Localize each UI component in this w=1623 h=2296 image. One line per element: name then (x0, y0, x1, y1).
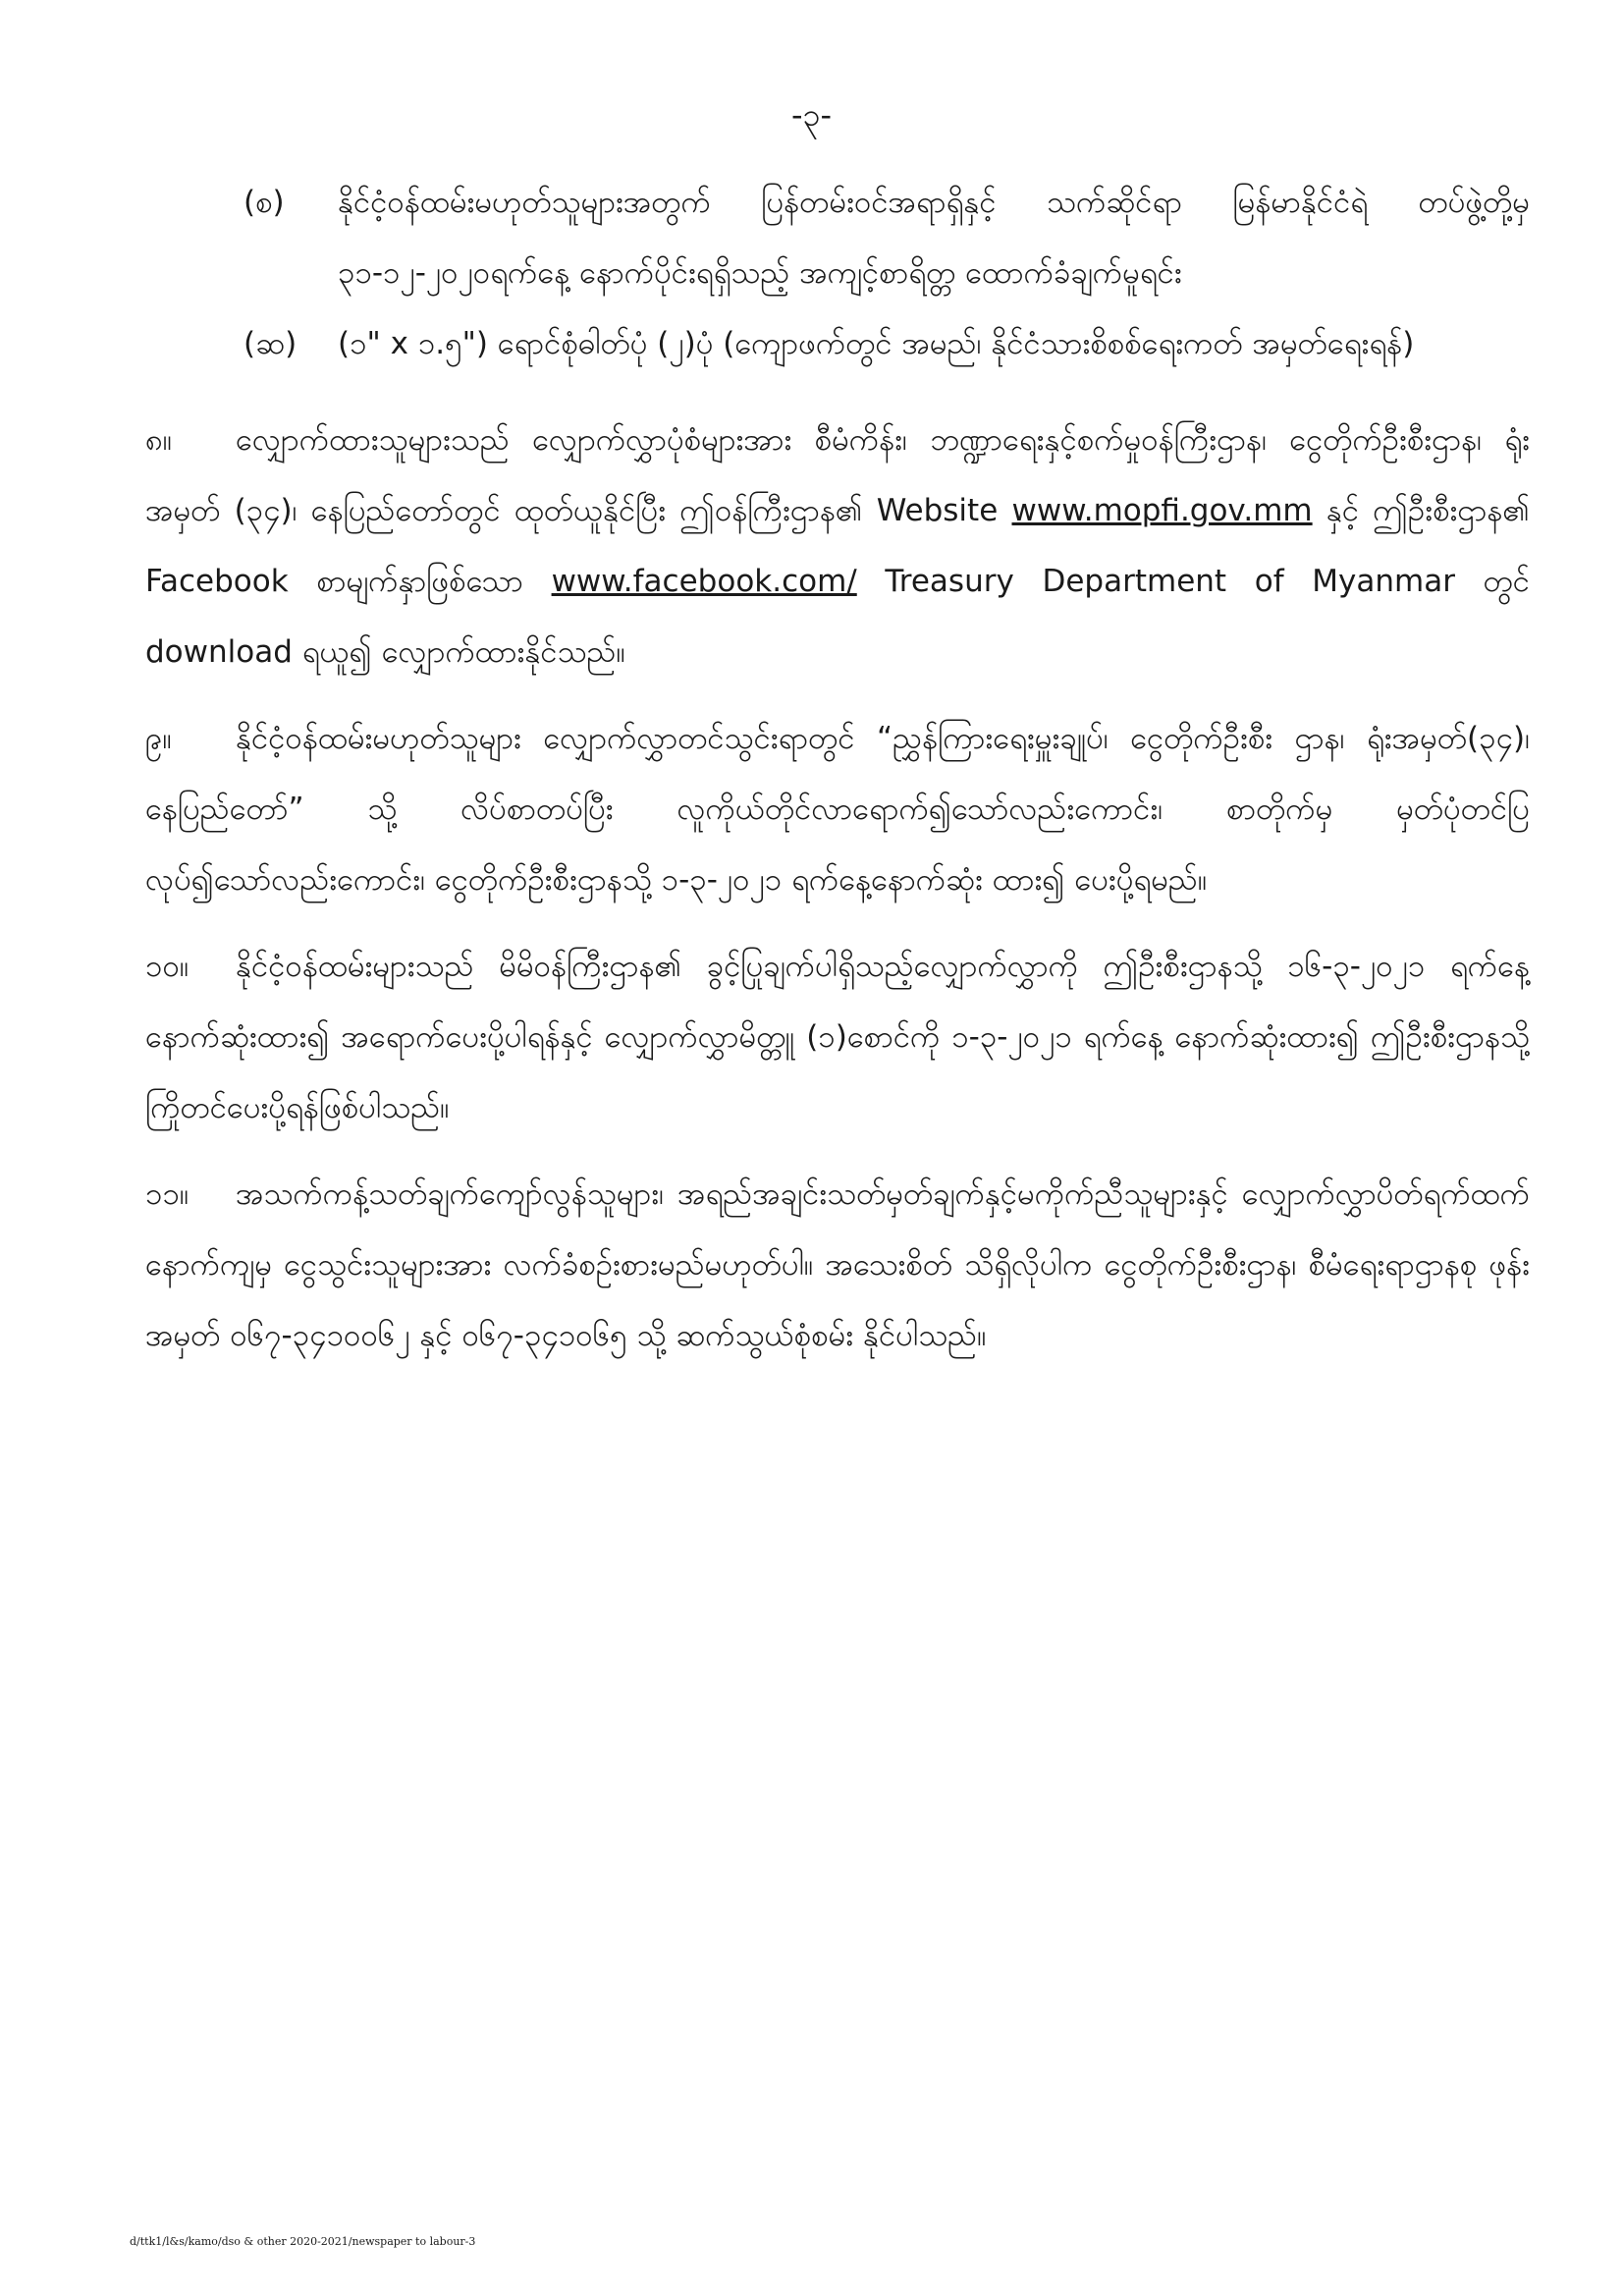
paragraph-text: နိုင်ငံ့ဝန်ထမ်းမဟုတ်သူများ လျှောက်လွှာတင်သွင်းရာတွင် “ညွှန်ကြားရေးမှူးချုပ်၊ ငွေတိုက်ဦးစီး ဌာန၊ ရုံးအမှတ်(၃၄)၊ နေပြည်တော်” သို့ လိပ်စာတပ်ပြီး လူကိုယ်တိုင်လာရောက်၍သော်လည်းကောင်း၊ စာတိုက်မှ မှတ်ပုံတင်ပြလုပ်၍သော်လည်းကောင်း၊ ငွေတိုက်ဦးစီးဌာနသို့ ၁-၃-၂၀၂၁ ရက်နေ့နောက်ဆုံး ထား၍ ပေးပို့ရမည်။ (145, 721, 1530, 898)
paragraph-10 (145, 931, 1530, 1143)
paragraph-text: အသက်ကန့်သတ်ချက်ကျော်လွန်သူများ၊ အရည်အချင်းသတ်မှတ်ချက်နှင့်မကိုက်ညီသူများနှင့် လျှောက်လွှာပိတ်ရက်ထက်နောက်ကျမှ ငွေသွင်းသူများအား လက်ခံစဉ်းစားမည်မဟုတ်ပါ။ အသေးစိတ် သိရှိလိုပါက ငွေတိုက်ဦးစီးဌာန၊ စီမံရေးရာဌာနစု ဖုန်းအမှတ် ၀၆၇-၃၄၁၀၀၆၂ နှင့် ၀၆၇-၃၄၁၀၆၅ သို့ ဆက်သွယ်စုံစမ်း နိုင်ပါသည်။ (145, 1176, 1530, 1353)
paragraph-11 (145, 1159, 1530, 1371)
page-number: -၃- (790, 96, 833, 134)
sub-item-sa (243, 167, 1530, 308)
sub-item-mark: (ဆ) (243, 326, 298, 361)
paragraph-text: နှင့် ဤဦးစီးဌာန၏ Facebook စာမျက်နှာဖြစ်သော (145, 493, 1530, 599)
paragraph-number: ၁၀။ (145, 949, 189, 984)
paragraph-8 (145, 405, 1530, 687)
facebook-link[interactable]: www.facebook.com/ (551, 564, 857, 599)
paragraph-number: ၁၁။ (145, 1176, 189, 1212)
paragraph-text: နိုင်ငံ့ဝန်ထမ်းများသည် မိမိဝန်ကြီးဌာန၏ ခွင့်ပြုချက်ပါရှိသည့်လျှောက်လွှာကို ဤဦးစီးဌာနသို့ ၁၆-၃-၂၀၂၁ ရက်နေ့ နောက်ဆုံးထား၍ အရောက်ပေးပို့ပါရန်နှင့် လျှောက်လွှာမိတ္တူ (၁)စောင်ကို ၁-၃-၂၀၂၁ ရက်နေ့ နောက်ဆုံးထား၍ ဤဦးစီးဌာနသို့ ကြိုတင်ပေးပို့ရန်ဖြစ်ပါသည်။ (145, 949, 1530, 1125)
paragraph-9 (145, 703, 1530, 915)
sub-item-hsa (243, 308, 1530, 379)
website-link[interactable]: www.mopfi.gov.mm (1011, 493, 1313, 528)
paragraph-text: Treasury Department of Myanmar တွင် download ရယူ၍ လျှောက်ထားနိုင်သည်။ (145, 564, 1530, 670)
footer-file-path: d/ttk1/l&s/kamo/dso & other 2020-2021/newspaper to labour-3 (130, 2235, 476, 2248)
sub-item-text: နိုင်ငံ့ဝန်ထမ်းမဟုတ်သူများအတွက် ပြန်တမ်းဝင်အရာရှိနှင့် သက်ဆိုင်ရာ မြန်မာနိုင်ငံရဲ တပ်ဖွဲ့တို့မှ ၃၁-၁၂-၂၀၂၀ရက်နေ့ နောက်ပိုင်းရရှိသည့် အကျင့်စာရိတ္တ ထောက်ခံချက်မူရင်း (338, 185, 1530, 291)
document-body (145, 167, 1530, 1371)
paragraph-number: ၉။ (145, 721, 172, 756)
paragraph-number: ၈။ (145, 422, 173, 458)
paragraph-text: လျှောက်ထားသူများသည် လျှောက်လွှာပုံစံများအား စီမံကိန်း၊ ဘဏ္ဍာရေးနှင့်စက်မှုဝန်ကြီးဌာန၊ ငွေတိုက်ဦးစီးဌာန၊ ရုံးအမှတ် (၃၄)၊ နေပြည်တော်တွင် ထုတ်ယူနိုင်ပြီး ဤဝန်ကြီးဌာန၏ Website (145, 422, 1530, 528)
sub-item-mark: (စ) (243, 185, 285, 220)
sub-item-text: (၁" x ၁.၅") ရောင်စုံဓါတ်ပုံ (၂)ပုံ (ကျောဖက်တွင် အမည်၊ နိုင်ငံသားစိစစ်ရေးကတ် အမှတ်ရေးရန်) (338, 326, 1415, 361)
